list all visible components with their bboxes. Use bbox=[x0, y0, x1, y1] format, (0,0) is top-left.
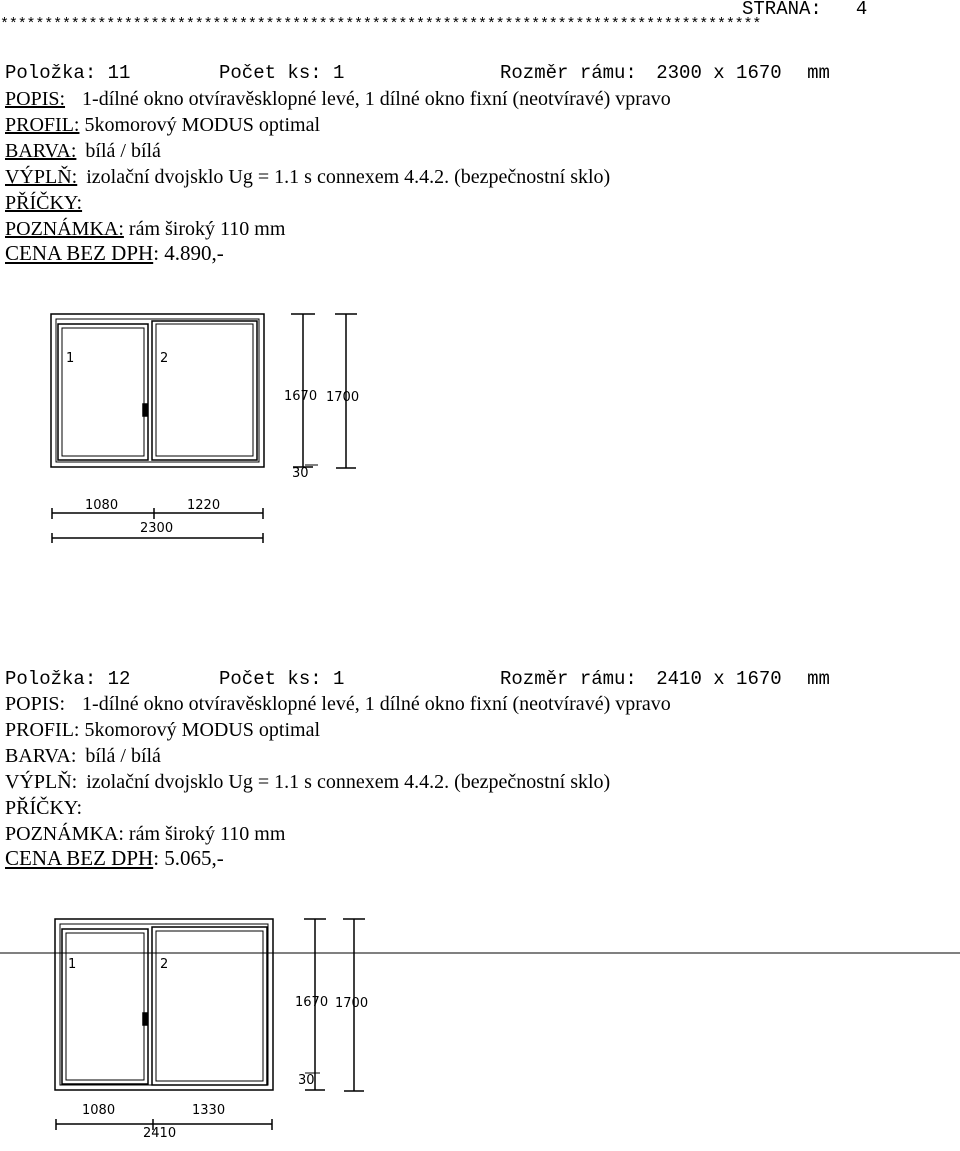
strana-label: STRANA: bbox=[742, 0, 822, 20]
popis-value: 1-dílné okno otvíravěsklopné levé, 1 dílné okno fixní (neotvíravé) vpravo bbox=[82, 88, 671, 110]
pocet-value: 1 bbox=[333, 668, 345, 690]
width-total-dim: 2410 bbox=[143, 1126, 177, 1141]
strana-number: 4 bbox=[855, 0, 868, 20]
width-left-dim: 1080 bbox=[85, 498, 119, 513]
width-total-dim: 2300 bbox=[140, 521, 174, 536]
popis-label: POPIS: bbox=[5, 88, 66, 110]
vypln-label: VÝPLŇ: bbox=[5, 166, 78, 188]
poznamka-value: rám široký 110 mm bbox=[128, 218, 286, 240]
barva-value: bílá / bílá bbox=[85, 140, 161, 162]
pocet-label: Počet ks: bbox=[219, 668, 322, 690]
pricky-row bbox=[5, 191, 82, 215]
popis-value: 1-dílné okno otvíravěsklopné levé, 1 dílné okno fixní (neotvíravé) vpravo bbox=[82, 693, 671, 715]
window-drawing bbox=[0, 905, 960, 1145]
barva-label: BARVA: bbox=[5, 140, 77, 162]
profil-row bbox=[5, 718, 320, 742]
sash-1-label: 1 bbox=[66, 351, 75, 366]
polozka-value: 12 bbox=[107, 668, 131, 690]
cena-value: 4.890,- bbox=[164, 241, 224, 265]
pocet-label: Počet ks: bbox=[219, 62, 322, 84]
rozmer-label: Rozměr rámu: bbox=[500, 62, 637, 84]
pocet bbox=[219, 668, 344, 690]
window-drawing bbox=[0, 300, 960, 600]
poznamka-label: POZNÁMKA: bbox=[5, 823, 124, 845]
cena-row: CENA BEZ DPH: 4.890,- bbox=[5, 241, 224, 265]
vypln-label: VÝPLŇ: bbox=[5, 771, 78, 793]
bottom-profile-dim: 30 bbox=[298, 1073, 315, 1088]
poznamka-label: POZNÁMKA: bbox=[5, 218, 124, 240]
star-separator: ************************************************************************************** bbox=[0, 16, 762, 33]
rozmer-value: 2300 x 1670 bbox=[656, 62, 782, 84]
cena-label: CENA BEZ DPH bbox=[5, 846, 154, 870]
popis-row bbox=[5, 692, 671, 716]
popis-row bbox=[5, 87, 671, 111]
cena-value: 5.065,- bbox=[164, 846, 224, 870]
vypln-value: izolační dvojsklo Ug = 1.1 s connexem 4.4.2. (bezpečnostní sklo) bbox=[86, 166, 611, 188]
profil-value: 5komorový MODUS optimal bbox=[84, 719, 321, 741]
rozmer bbox=[500, 62, 830, 84]
rozmer bbox=[500, 668, 830, 690]
profil-value: 5komorový MODUS optimal bbox=[84, 114, 321, 136]
barva-label: BARVA: bbox=[5, 745, 77, 767]
vypln-row bbox=[5, 165, 610, 189]
poznamka-value: rám široký 110 mm bbox=[128, 823, 286, 845]
height-outer-dim: 1700 bbox=[335, 996, 369, 1011]
barva-row bbox=[5, 744, 161, 768]
rozmer-label: Rozměr rámu: bbox=[500, 668, 637, 690]
poznamka-row bbox=[5, 822, 285, 846]
popis-label: POPIS: bbox=[5, 693, 66, 715]
bottom-profile-dim: 30 bbox=[292, 466, 309, 481]
rozmer-unit: mm bbox=[807, 668, 830, 690]
poznamka-row bbox=[5, 217, 285, 241]
profil-label: PROFIL: bbox=[5, 114, 80, 136]
rozmer-unit: mm bbox=[807, 62, 830, 84]
barva-value: bílá / bílá bbox=[85, 745, 161, 767]
polozka-value: 11 bbox=[107, 62, 131, 84]
sash-2-label: 2 bbox=[160, 957, 169, 972]
pricky-row bbox=[5, 796, 82, 820]
rozmer-value: 2410 x 1670 bbox=[656, 668, 782, 690]
width-left-dim: 1080 bbox=[82, 1103, 116, 1118]
vypln-value: izolační dvojsklo Ug = 1.1 s connexem 4.4.2. (bezpečnostní sklo) bbox=[86, 771, 611, 793]
pricky-label: PŘÍČKY: bbox=[5, 192, 83, 214]
polozka-label: Položka: bbox=[5, 62, 97, 84]
sash-1-label: 1 bbox=[68, 957, 77, 972]
cena-label: CENA BEZ DPH bbox=[5, 241, 154, 265]
profil-label: PROFIL: bbox=[5, 719, 80, 741]
sash-2-label: 2 bbox=[160, 351, 169, 366]
pocet bbox=[219, 62, 344, 84]
polozka-label: Položka: bbox=[5, 668, 97, 690]
vypln-row bbox=[5, 770, 610, 794]
pricky-label: PŘÍČKY: bbox=[5, 797, 83, 819]
height-outer-dim: 1700 bbox=[326, 390, 360, 405]
height-inner-dim: 1670 bbox=[284, 389, 318, 404]
pocet-value: 1 bbox=[333, 62, 345, 84]
height-inner-dim: 1670 bbox=[295, 995, 329, 1010]
barva-row bbox=[5, 139, 161, 163]
width-right-dim: 1220 bbox=[187, 498, 221, 513]
width-right-dim: 1330 bbox=[192, 1103, 226, 1118]
item-header bbox=[5, 668, 130, 690]
profil-row bbox=[5, 113, 320, 137]
cena-row: CENA BEZ DPH: 5.065,- bbox=[5, 846, 224, 870]
item-header bbox=[5, 62, 130, 84]
